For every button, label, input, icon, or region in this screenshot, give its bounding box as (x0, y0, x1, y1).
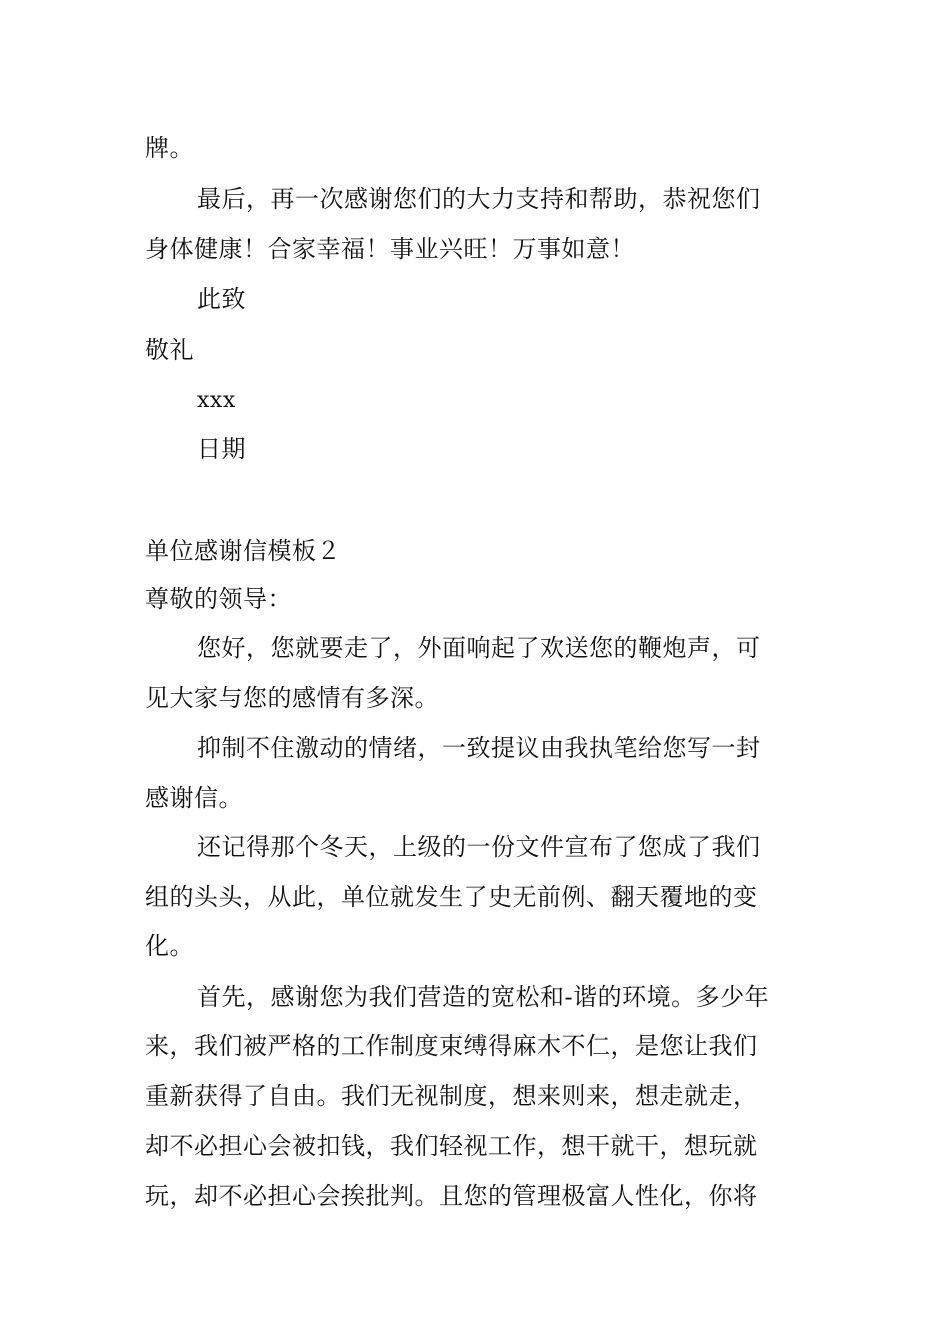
letter2-p3-line-2: 组的头头，从此，单位就发生了史无前例、翻天覆地的变 (145, 883, 758, 911)
letter2-title: 单位感谢信模板２ (145, 537, 341, 565)
letter2-p2-line-2: 感谢信。 (145, 784, 243, 812)
letter2-p4-line-3: 重新获得了自由。我们无视制度，想来则来，想走就走， (145, 1082, 758, 1110)
letter1-tail-line: 牌。 (145, 134, 194, 162)
letter1-closing-line-1: 最后，再一次感谢您们的大力支持和帮助，恭祝您们 (197, 185, 761, 213)
letter2-p4-line-2: 来，我们被严格的工作制度束缚得麻木不仁，是您让我们 (145, 1032, 758, 1060)
letter1-closing-line-2: 身体健康！合家幸福！事业兴旺！万事如意！ (145, 235, 635, 263)
letter2-p4-line-5: 玩，却不必担心会挨批判。且您的管理极富人性化，你将 (145, 1182, 758, 1210)
letter1-salutation-1: 此致 (197, 285, 246, 313)
letter2-p2-line-1: 抑制不住激动的情绪，一致提议由我执笔给您写一封 (197, 734, 761, 762)
letter1-date: 日期 (197, 435, 246, 463)
letter2-p4-line-1: 首先，感谢您为我们营造的宽松和-谐的环境。多少年 (197, 983, 770, 1011)
letter2-p1-line-2: 见大家与您的感情有多深。 (145, 684, 439, 712)
letter2-greeting: 尊敬的领导： (145, 585, 292, 613)
letter1-salutation-2: 敬礼 (145, 336, 194, 364)
letter2-p3-line-1: 还记得那个冬天，上级的一份文件宣布了您成了我们 (197, 833, 761, 861)
letter1-signer: xxx (197, 388, 236, 413)
letter2-p4-line-4: 却不必担心会被扣钱，我们轻视工作，想干就干，想玩就 (145, 1132, 758, 1160)
letter2-p3-line-3: 化。 (145, 932, 194, 960)
letter2-p1-line-1: 您好，您就要走了，外面响起了欢送您的鞭炮声，可 (197, 634, 761, 662)
